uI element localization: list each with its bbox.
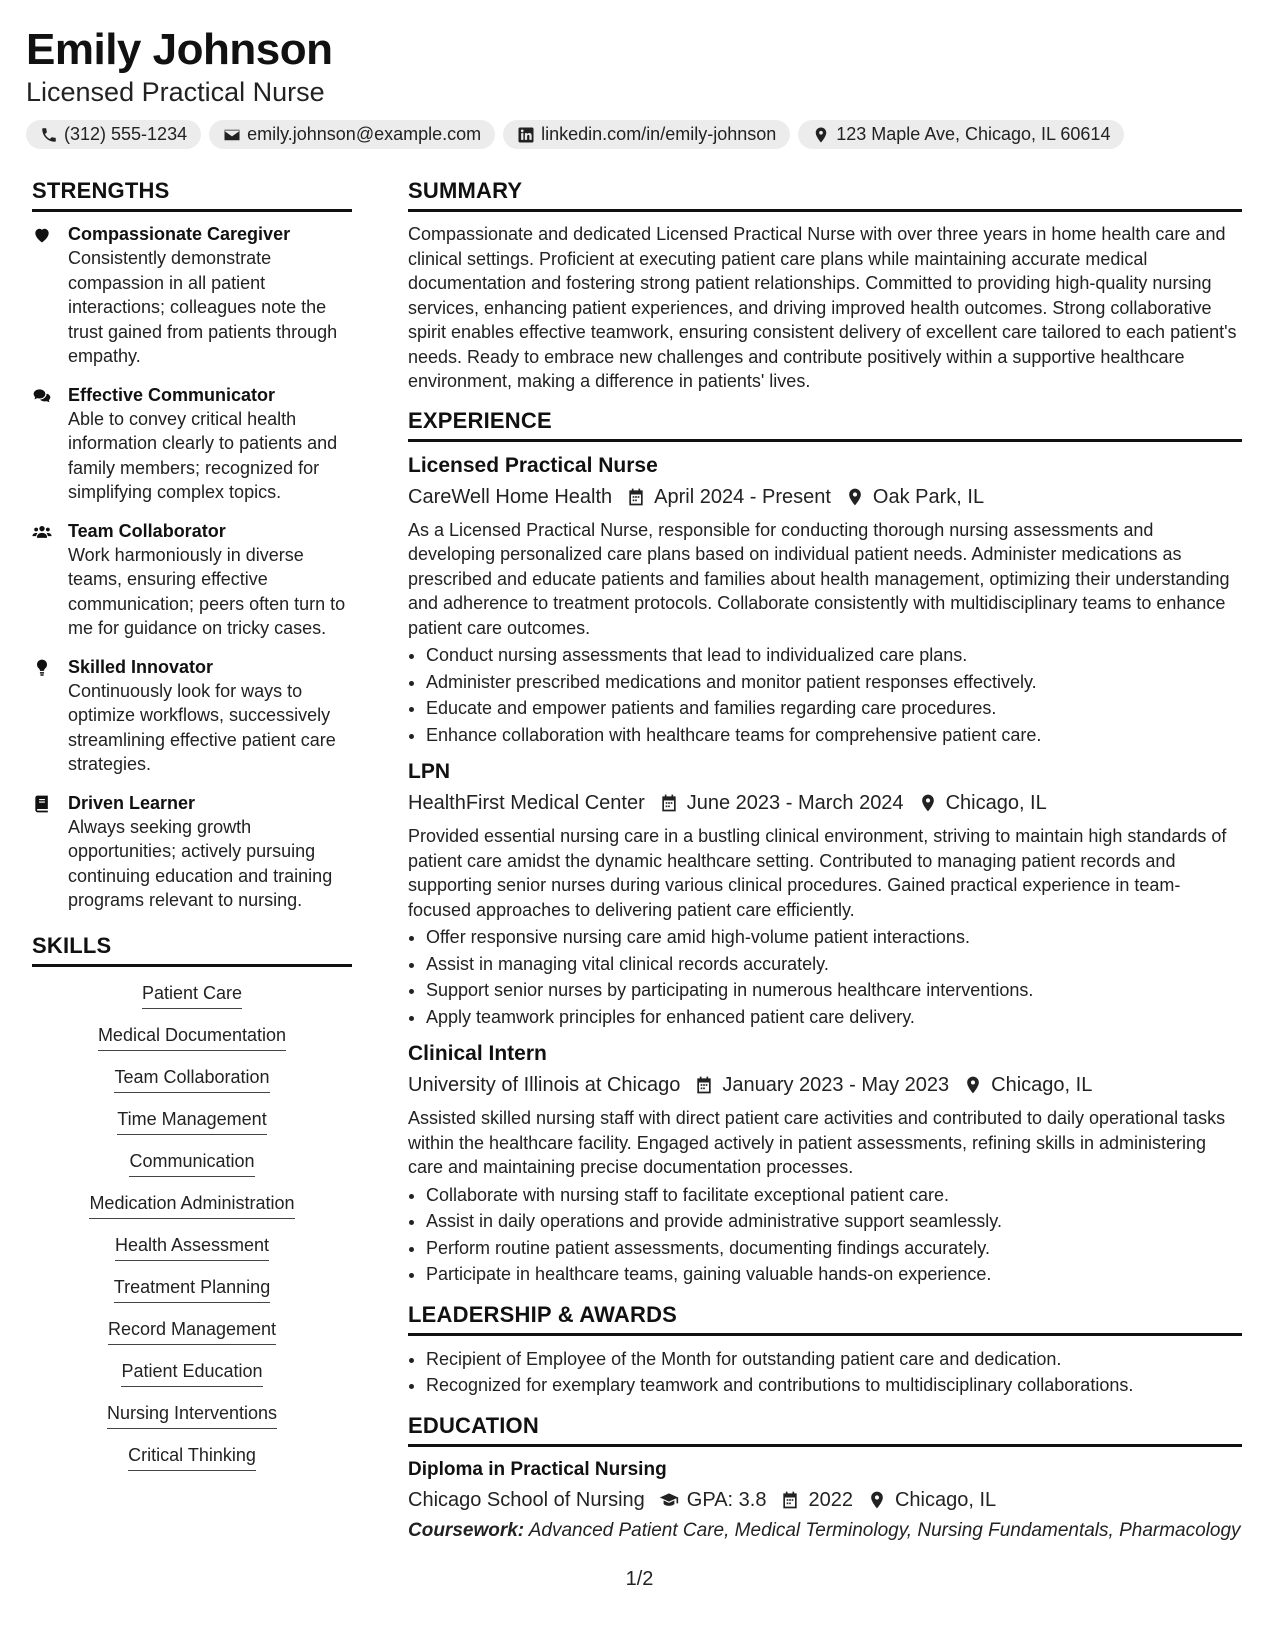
- job-bullet: • Assist in daily operations and provide administrative support seamlessly.: [426, 1208, 1242, 1235]
- strength-desc: Consistently demonstrate compassion in all patient interactions; colleagues note the trust gained from patients through empathy.: [68, 248, 338, 366]
- strength-desc: Able to convey critical health information clearly to patients and family members; recognized for simplifying complex topics.: [68, 408, 338, 502]
- contact-email-text: emily.johnson@example.com: [247, 124, 482, 144]
- education-coursework: [408, 1519, 1242, 1544]
- job-description: Provided essential nursing care in a bustling clinical environment, striving to maintain high standards of patient care amidst the dynamic healthcare setting. Contributed to managing patient records and supporting senior nurses during various clinical procedures. Gained practical experience in team-focused approaches to delivering patient care efficiently.: [408, 826, 1227, 920]
- skill-tag: Health Assessment: [115, 1233, 269, 1261]
- candidate-name: Emily Johnson: [26, 25, 333, 74]
- skill-tag: Nursing Interventions: [107, 1401, 277, 1429]
- comments-icon: [32, 386, 52, 406]
- job-title: Licensed Practical Nurse: [408, 453, 658, 477]
- job-meta: [408, 788, 1242, 818]
- calendar-icon: [694, 1075, 714, 1095]
- strength-item: [32, 519, 352, 641]
- contact-phone[interactable]: [26, 120, 201, 149]
- book-icon: [32, 794, 52, 814]
- job-meta: [408, 482, 1242, 512]
- job-entry: [408, 1040, 1242, 1288]
- job-title: LPN: [408, 760, 450, 783]
- education-gpa: GPA: 3.8: [686, 1488, 767, 1511]
- job-bullet: • Collaborate with nursing staff to facilitate exceptional patient care.: [426, 1182, 1242, 1209]
- summary-text: Compassionate and dedicated Licensed Practical Nurse with over three years in home health care and clinical settings. Proficient at executing patient care plans while maintaining accurate medical documentation and fostering strong patient relationships. Committed to providing high-quality nursing services, enhancing patient experiences, and driving improved health outcomes. Strong collaborative spirit enables effective teamwork, ensuring consistent delivery of excellent care tailored to each patient's needs. Ready to embrace new challenges and contribute positively within a supportive healthcare environment, making a difference in patients' lives.: [408, 224, 1237, 391]
- education-meta: [408, 1485, 1242, 1515]
- graduation-cap-icon: [659, 1490, 679, 1510]
- job-bullets: [408, 642, 1242, 748]
- education-degree: Diploma in Practical Nursing: [408, 1458, 667, 1480]
- location-pin-icon: [845, 487, 865, 507]
- skill-tag: Patient Care: [142, 981, 242, 1009]
- coursework-list: Advanced Patient Care, Medical Terminology, Nursing Fundamentals, Pharmacology: [528, 1519, 1241, 1541]
- job-title: Clinical Intern: [408, 1042, 547, 1065]
- skills-heading: SKILLS: [32, 933, 352, 967]
- lightbulb-icon: [32, 658, 52, 678]
- strength-item: [32, 655, 352, 777]
- location-pin-icon: [867, 1490, 887, 1510]
- contact-address[interactable]: [798, 120, 1124, 149]
- job-bullet: • Educate and empower patients and families regarding care procedures.: [426, 695, 1242, 722]
- job-location: Chicago, IL: [945, 792, 1047, 814]
- job-company: CareWell Home Health: [408, 485, 613, 508]
- strength-title: Skilled Innovator: [68, 656, 214, 677]
- job-location: Chicago, IL: [991, 1074, 1093, 1096]
- skill-tag: Time Management: [117, 1107, 266, 1135]
- strength-title: Effective Communicator: [68, 384, 276, 405]
- calendar-icon: [626, 487, 646, 507]
- envelope-icon: [223, 126, 241, 144]
- education-year: 2022: [808, 1488, 853, 1511]
- skill-tag: Record Management: [108, 1317, 276, 1345]
- skill-tag: Treatment Planning: [114, 1275, 270, 1303]
- contact-linkedin[interactable]: [503, 120, 790, 149]
- strengths-heading: STRENGTHS: [32, 178, 352, 212]
- job-company: University of Illinois at Chicago: [408, 1074, 681, 1096]
- location-pin-icon: [918, 793, 938, 813]
- strength-item: [32, 222, 352, 369]
- education-heading: EDUCATION: [408, 1413, 1242, 1447]
- location-pin-icon: [963, 1075, 983, 1095]
- page-number-text: 1/2: [625, 1568, 654, 1590]
- right-column: [408, 178, 1242, 1543]
- job-dates: June 2023 - March 2024: [686, 792, 904, 814]
- strength-item: [32, 791, 352, 913]
- job-bullet: • Assist in managing vital clinical records accurately.: [426, 951, 1242, 978]
- location-pin-icon: [812, 126, 830, 144]
- education-school: Chicago School of Nursing: [408, 1488, 645, 1511]
- job-meta: [408, 1070, 1242, 1100]
- education-location: Chicago, IL: [894, 1488, 997, 1511]
- contact-email[interactable]: [209, 120, 495, 149]
- phone-icon: [40, 126, 58, 144]
- award-bullet: • Recognized for exemplary teamwork and contributions to multidisciplinary collaborations.: [426, 1372, 1242, 1399]
- strength-item: [32, 383, 352, 505]
- skill-tag: Medication Administration: [89, 1191, 294, 1219]
- job-dates: January 2023 - May 2023: [722, 1074, 950, 1096]
- job-dates: April 2024 - Present: [654, 485, 831, 508]
- job-bullet: • Enhance collaboration with healthcare teams for comprehensive patient care.: [426, 722, 1242, 749]
- summary-heading: SUMMARY: [408, 178, 1242, 212]
- coursework-label: Coursework:: [408, 1519, 525, 1541]
- skills-list: [32, 977, 352, 1471]
- contact-linkedin-text: linkedin.com/in/emily-johnson: [541, 124, 777, 144]
- job-bullet: • Participate in healthcare teams, gaining valuable hands-on experience.: [426, 1261, 1242, 1288]
- job-company: HealthFirst Medical Center: [408, 792, 645, 814]
- skill-tag: Critical Thinking: [128, 1443, 256, 1471]
- contact-address-text: 123 Maple Ave, Chicago, IL 60614: [836, 124, 1111, 144]
- left-column: [32, 178, 352, 1471]
- resume-header: [26, 24, 1249, 149]
- skill-tag: Team Collaboration: [114, 1065, 269, 1093]
- job-bullet: • Perform routine patient assessments, documenting findings accurately.: [426, 1235, 1242, 1262]
- job-entry: [408, 452, 1242, 749]
- contact-phone-text: (312) 555-1234: [64, 124, 188, 144]
- strength-title: Team Collaborator: [68, 520, 226, 541]
- job-bullet: • Offer responsive nursing care amid high-volume patient interactions.: [426, 924, 1242, 951]
- job-bullets: [408, 924, 1242, 1030]
- job-bullet: • Apply teamwork principles for enhanced patient care delivery.: [426, 1004, 1242, 1031]
- skill-tag: Patient Education: [121, 1359, 262, 1387]
- award-bullet: • Recipient of Employee of the Month for outstanding patient care and dedication.: [426, 1346, 1242, 1373]
- leadership-bullets: [408, 1346, 1242, 1399]
- contact-bar: [26, 120, 1249, 149]
- strength-desc: Work harmoniously in diverse teams, ensuring effective communication; peers often turn to me for guidance on tricky cases.: [68, 544, 346, 638]
- job-description: As a Licensed Practical Nurse, responsible for conducting thorough nursing assessments and developing personalized care plans based on individual patient needs. Administer medications as prescribed and educate patients and families about health management, optimizing their understanding and adherence to treatment protocols. Collaborate consistently with multidisciplinary teams to enhance patient care outcomes.: [408, 519, 1230, 638]
- job-bullet: • Administer prescribed medications and monitor patient responses effectively.: [426, 669, 1242, 696]
- strength-desc: Continuously look for ways to optimize workflows, successively streamlining effective patient care strategies.: [68, 680, 336, 774]
- experience-heading: EXPERIENCE: [408, 408, 1242, 442]
- users-icon: [32, 522, 52, 542]
- page-number: [0, 1568, 1275, 1591]
- job-location: Oak Park, IL: [872, 485, 985, 508]
- leadership-heading: LEADERSHIP & AWARDS: [408, 1302, 1242, 1336]
- strength-desc: Always seeking growth opportunities; actively pursuing continuing education and training programs relevant to nursing.: [68, 816, 333, 910]
- job-bullet: • Support senior nurses by participating in numerous healthcare interventions.: [426, 977, 1242, 1004]
- candidate-role: Licensed Practical Nurse: [26, 77, 325, 107]
- job-bullet: • Conduct nursing assessments that lead to individualized care plans.: [426, 642, 1242, 669]
- job-description: Assisted skilled nursing staff with direct patient care activities and contributed to daily operational tasks within the healthcare facility. Engaged actively in patient assessments, refining skills in administering care and maintaining precise documentation processes.: [408, 1108, 1226, 1177]
- job-entry: [408, 758, 1242, 1030]
- calendar-icon: [780, 1490, 800, 1510]
- heart-icon: [32, 225, 52, 245]
- skill-tag: Medical Documentation: [98, 1023, 286, 1051]
- calendar-icon: [659, 793, 679, 813]
- skill-tag: Communication: [129, 1149, 254, 1177]
- linkedin-icon: [517, 126, 535, 144]
- job-bullets: [408, 1182, 1242, 1288]
- strength-title: Driven Learner: [68, 792, 196, 813]
- strength-title: Compassionate Caregiver: [68, 224, 291, 244]
